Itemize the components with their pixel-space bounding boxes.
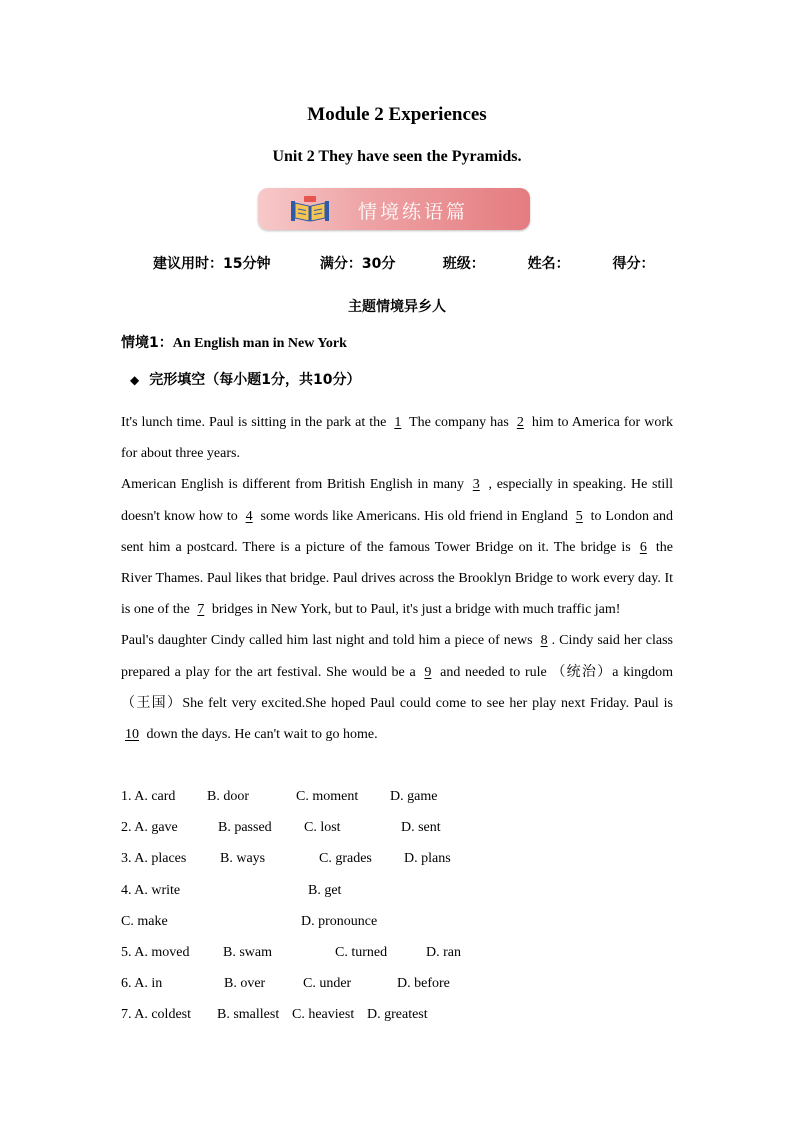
option-b: B. door bbox=[207, 789, 249, 804]
passage-text: . Cindy said her class prepared a play for the art festival. She would be a bbox=[121, 633, 674, 680]
scene-heading bbox=[121, 332, 347, 352]
passage-paragraph-1 bbox=[121, 407, 673, 469]
exam-info-row bbox=[153, 253, 655, 273]
passage-text: bridges in New York, but to Paul, it's just a bridge with much traffic jam! bbox=[211, 602, 621, 618]
option-c: C. grades bbox=[319, 851, 372, 867]
option-d: D. greatest bbox=[367, 1007, 428, 1023]
name-label: 姓名： bbox=[527, 256, 570, 272]
option-d: D. ran bbox=[426, 944, 461, 960]
option-a: 3. A. places bbox=[121, 851, 187, 867]
option-a: 2. A. gave bbox=[121, 820, 178, 836]
banner-text: 情境练语篇 bbox=[358, 201, 469, 223]
option-d: D. game bbox=[390, 789, 438, 804]
option-a: 7. A. coldest bbox=[121, 1007, 191, 1023]
blank-1: 1 bbox=[394, 415, 402, 430]
score-label: 满分：30分 bbox=[319, 256, 396, 272]
passage-text: him to America for work for about three years. bbox=[121, 415, 673, 462]
passage-text: the River Thames. Paul likes that bridge. Paul drives across the Brooklyn Bridge to work every day. It is one of the bbox=[121, 539, 674, 618]
passage-text: Paul's daughter Cindy called him last night and told him a piece of news bbox=[121, 633, 533, 649]
blank-9: 9 bbox=[424, 664, 432, 680]
option-d: D. sent bbox=[401, 820, 441, 836]
option-b: B. ways bbox=[220, 851, 266, 867]
section-title: 完形填空（每小题1分，共10分） bbox=[149, 372, 361, 388]
scene-label: 情境1： bbox=[121, 335, 173, 351]
option-c: C. moment bbox=[296, 789, 359, 804]
option-a: 1. A. card bbox=[121, 789, 176, 804]
open-book-icon bbox=[290, 195, 330, 223]
time-label: 建议用时：15分钟 bbox=[153, 256, 271, 272]
blank-6: 6 bbox=[639, 539, 647, 555]
passage-paragraph-2 bbox=[121, 469, 673, 625]
option-c: C. turned bbox=[335, 944, 388, 960]
blank-10: 10 bbox=[125, 727, 139, 743]
theme-heading: 主题情境异乡人 bbox=[348, 299, 446, 315]
blank-8: 8 bbox=[540, 633, 548, 649]
passage-text: some words like Americans. His old friend in England bbox=[260, 508, 568, 524]
class-label: 班级： bbox=[442, 256, 485, 272]
option-c: C. make bbox=[121, 913, 168, 929]
blank-3: 3 bbox=[472, 477, 480, 493]
section-banner bbox=[258, 188, 530, 230]
page-title: Module 2 Experiences bbox=[307, 104, 487, 125]
passage-text: to London and sent him a postcard. There is a picture of the famous Tower Bridge on it. The bridge is bbox=[121, 508, 674, 555]
option-d: D. plans bbox=[404, 851, 451, 867]
passage-text: down the days. He can't wait to go home. bbox=[146, 727, 378, 743]
passage-text: The company has bbox=[409, 415, 509, 430]
option-b: B. swam bbox=[223, 944, 272, 960]
passage-text: , especially in speaking. He still doesn't know how to bbox=[121, 477, 674, 524]
option-c: C. lost bbox=[304, 820, 341, 836]
option-d: D. pronounce bbox=[301, 913, 378, 929]
points-label: 得分： bbox=[612, 256, 655, 272]
cloze-passage bbox=[121, 407, 673, 750]
passage-paragraph-3 bbox=[121, 625, 673, 750]
option-b: B. over bbox=[224, 976, 266, 992]
blank-7: 7 bbox=[197, 602, 205, 618]
option-b: B. get bbox=[308, 882, 342, 898]
blank-4: 4 bbox=[245, 508, 253, 524]
option-a: 6. A. in bbox=[121, 976, 163, 992]
passage-text: It's lunch time. Paul is sitting in the park at the bbox=[121, 415, 387, 430]
option-c: C. under bbox=[303, 976, 352, 992]
section-heading bbox=[130, 369, 360, 389]
option-a: 5. A. moved bbox=[121, 944, 190, 960]
blank-5: 5 bbox=[575, 508, 583, 524]
scene-text: An English man in New York bbox=[172, 336, 347, 351]
option-a: 4. A. write bbox=[121, 882, 181, 898]
option-c: C. heaviest bbox=[292, 1007, 355, 1023]
passage-text: and needed to rule （统治）a kingdom（王国）She felt very excited.She hoped Paul could come to see her play next Friday. Paul is bbox=[121, 664, 673, 711]
diamond-bullet-icon: ◆ bbox=[130, 373, 140, 387]
blank-2: 2 bbox=[516, 415, 524, 430]
passage-text: American English is different from British English in many bbox=[121, 477, 465, 493]
unit-subtitle: Unit 2 They have seen the Pyramids. bbox=[272, 148, 522, 165]
option-b: B. smallest bbox=[217, 1007, 280, 1023]
option-b: B. passed bbox=[218, 820, 272, 836]
option-d: D. before bbox=[397, 976, 450, 992]
